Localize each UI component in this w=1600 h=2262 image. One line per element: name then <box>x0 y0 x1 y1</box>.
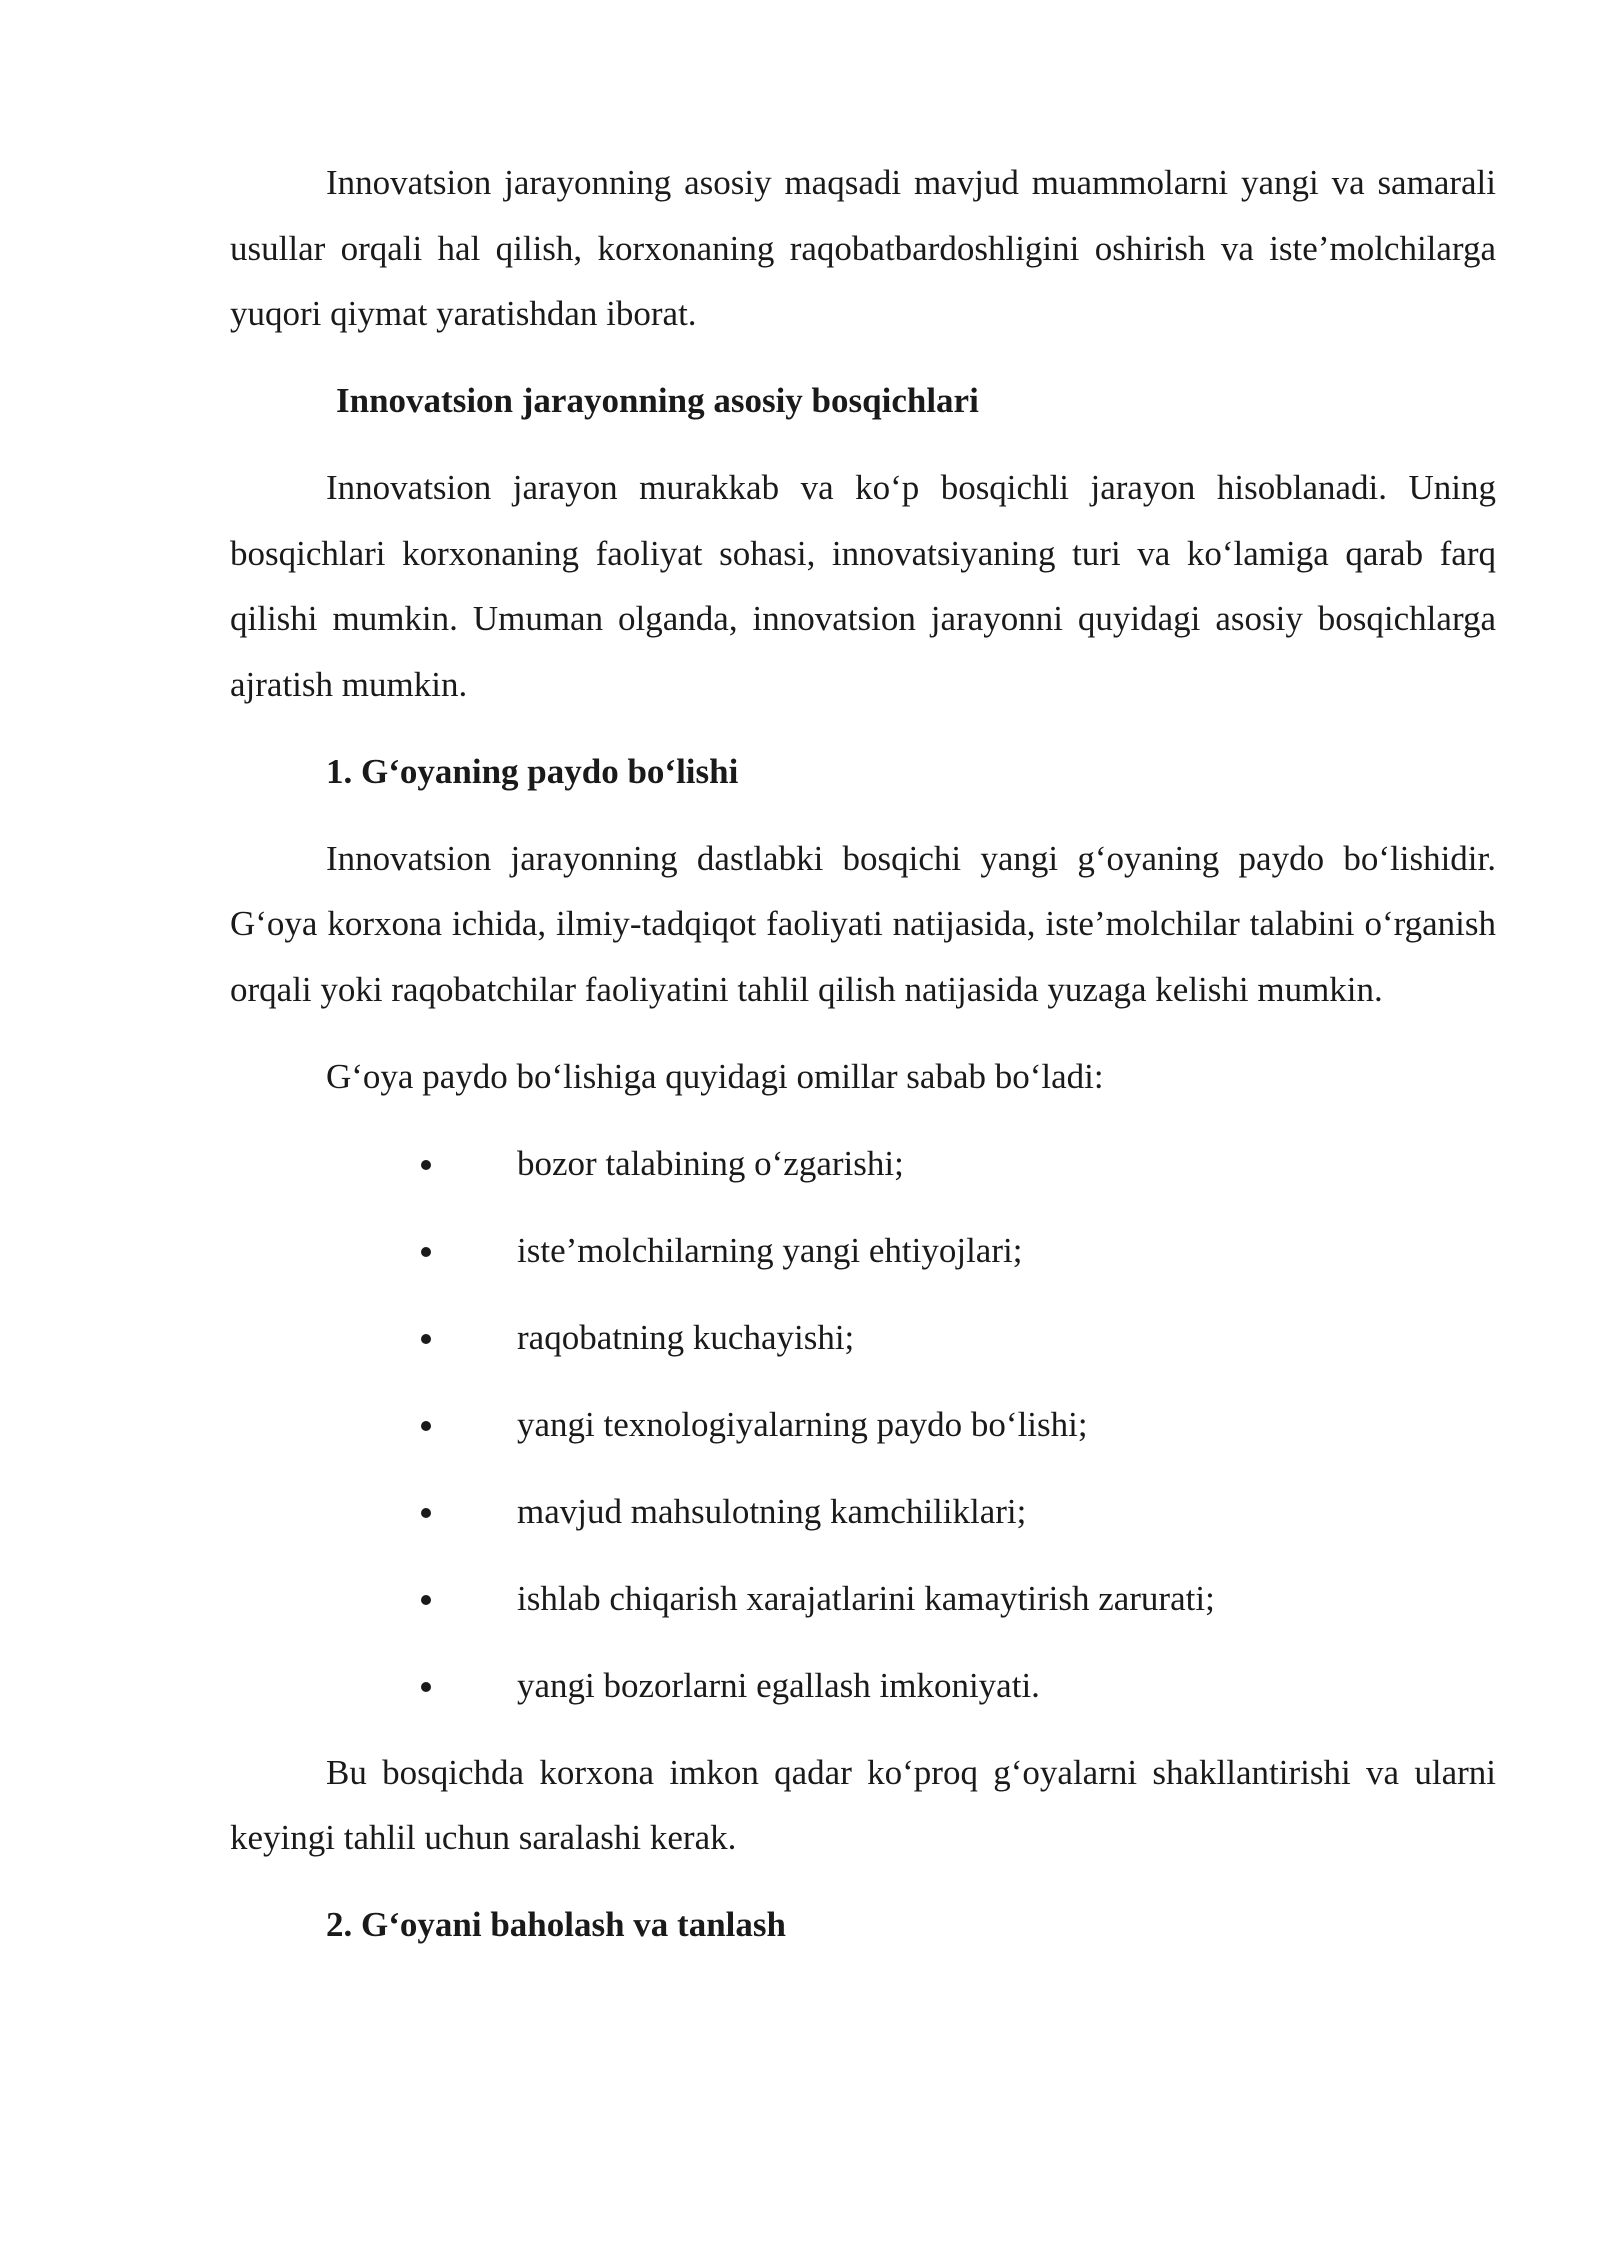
paragraph-innovation-goal: Innovatsion jarayonning asosiy maqsadi mavjud muammolarni yangi va samarali usullar orqali hal qilish, korxonaning raqobatbardoshligini oshirish va iste’molchilarga yuqori qiymat yaratishdan iborat. <box>230 163 1496 333</box>
paragraph-stage-summary: Bu bosqichda korxona imkon qadar ko‘proq g‘oyalarni shakllantirishi va ularni keyingi tahlil uchun saralashi kerak. <box>230 1752 1496 1857</box>
list-item-text: ishlab chiqarish xarajatlarini kamaytirish zarurati; <box>517 1578 1215 1618</box>
factors-bullet-list <box>230 1131 1496 1719</box>
list-item <box>230 1131 1496 1197</box>
section-heading-main-stages: Innovatsion jarayonning asosiy bosqichlari <box>336 381 979 420</box>
list-item <box>230 1566 1496 1632</box>
list-item-text: mavjud mahsulotning kamchiliklari; <box>517 1491 1027 1531</box>
list-item-text: yangi texnologiyalarning paydo bo‘lishi; <box>517 1404 1088 1444</box>
list-item-text: iste’molchilarning yangi ehtiyojlari; <box>517 1230 1023 1270</box>
bullet-icon <box>421 1421 431 1431</box>
document-page <box>230 150 1496 1958</box>
section-heading-idea-emergence: 1. G‘oyaning paydo bo‘lishi <box>326 751 739 791</box>
paragraph-idea-emergence: Innovatsion jarayonning dastlabki bosqichi yangi g‘oyaning paydo bo‘lishidir. G‘oya korxona ichida, ilmiy-tadqiqot faoliyati natijasida, iste’molchilar talabini o‘rganish orqali yoki raqobatchilar faoliyatini tahlil qilish natijasida yuzaga kelishi mumkin. <box>230 838 1496 1009</box>
paragraph-process-stages: Innovatsion jarayon murakkab va ko‘p bosqichli jarayon hisoblanadi. Uning bosqichlari korxonaning faoliyat sohasi, innovatsiyaning turi va ko‘lamiga qarab farq qilishi mumkin. Umuman olganda, innovatsion jarayonni quyidagi asosiy bosqichlarga ajratish mumkin. <box>230 468 1496 704</box>
bullet-icon <box>421 1334 431 1344</box>
bullet-icon <box>421 1682 431 1692</box>
list-item <box>230 1218 1496 1284</box>
paragraph-factors-intro: G‘oya paydo bo‘lishiga quyidagi omillar sabab bo‘ladi: <box>326 1056 1104 1096</box>
list-item-text: yangi bozorlarni egallash imkoniyati. <box>517 1665 1040 1705</box>
list-item-text: bozor talabining o‘zgarishi; <box>517 1143 904 1183</box>
bullet-icon <box>421 1508 431 1518</box>
list-item-text: raqobatning kuchayishi; <box>517 1317 855 1357</box>
list-item <box>230 1392 1496 1458</box>
section-heading-idea-evaluation: 2. G‘oyani baholash va tanlash <box>326 1905 786 1944</box>
list-item <box>230 1305 1496 1371</box>
list-item <box>230 1653 1496 1719</box>
bullet-icon <box>421 1160 431 1170</box>
list-item <box>230 1479 1496 1545</box>
bullet-icon <box>421 1595 431 1605</box>
bullet-icon <box>421 1247 431 1257</box>
